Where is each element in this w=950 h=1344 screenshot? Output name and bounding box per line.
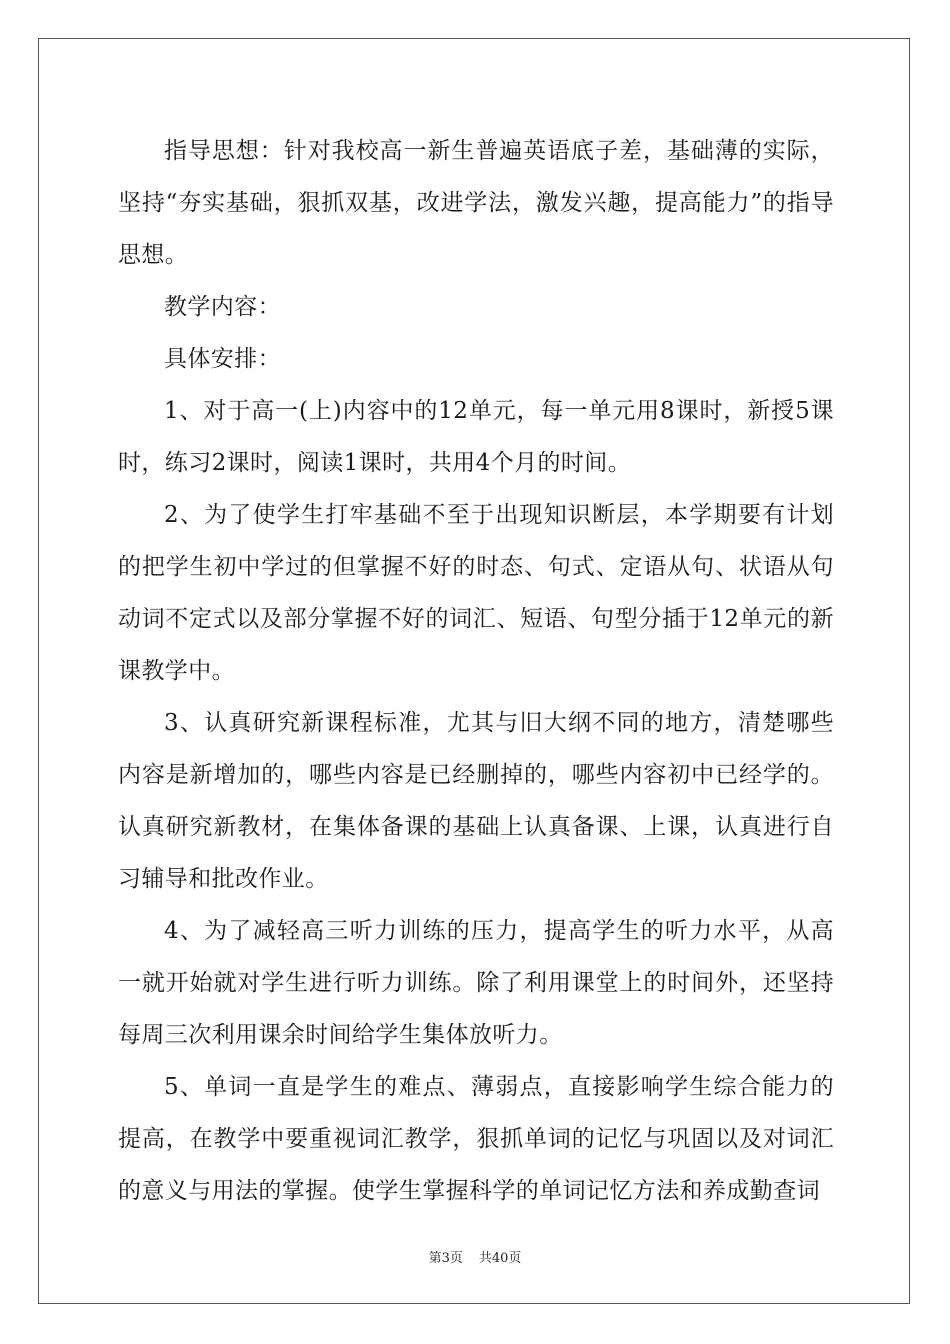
paragraph-item-4: 4、为了减轻高三听力训练的压力，提高学生的听力水平，从高一就开始就对学生进行听力训练。除了利用课堂上的时间外，还坚持每周三次利用课余时间给学生集体放听力。 <box>118 918 834 1048</box>
paragraph-item-5: 5、单词一直是学生的难点、薄弱点，直接影响学生综合能力的提高，在教学中要重视词汇教学，狠抓单词的记忆与巩固以及对词汇的意义与用法的掌握。使学生掌握科学的单词记忆方法和养成勤查词 <box>118 1074 834 1204</box>
paragraph-teaching-content: 教学内容： <box>164 294 281 320</box>
paragraph-item-1: 1、对于高一(上)内容中的12单元，每一单元用8课时，新授5课时，练习2课时，阅读1课时，共用4个月的时间。 <box>118 398 834 476</box>
paragraph-specific-arrangement: 具体安排： <box>164 346 281 372</box>
paragraph-item-2: 2、为了使学生打牢基础不至于出现知识断层，本学期要有计划的把学生初中学过的但掌握不好的时态、句式、定语从句、状语从句动词不定式以及部分掌握不好的词汇、短语、句型分插于12单元的新课教学中。 <box>118 502 834 684</box>
paragraph-item-3: 3、认真研究新课程标准，尤其与旧大纲不同的地方，清楚哪些内容是新增加的，哪些内容是已经删掉的，哪些内容初中已经学的。认真研究新教材，在集体备课的基础上认真备课、上课，认真进行自习辅导和批改作业。 <box>118 710 834 892</box>
page-footer <box>0 1247 950 1266</box>
page-number-total: 共40页 <box>478 1251 522 1266</box>
document-body <box>118 125 834 1217</box>
paragraph-guiding-ideology: 指导思想：针对我校高一新生普遍英语底子差，基础薄的实际，坚持“夯实基础，狠抓双基，改进学法，激发兴趣，提高能力”的指导思想。 <box>118 138 834 268</box>
page-number-current: 第3页 <box>428 1251 463 1266</box>
